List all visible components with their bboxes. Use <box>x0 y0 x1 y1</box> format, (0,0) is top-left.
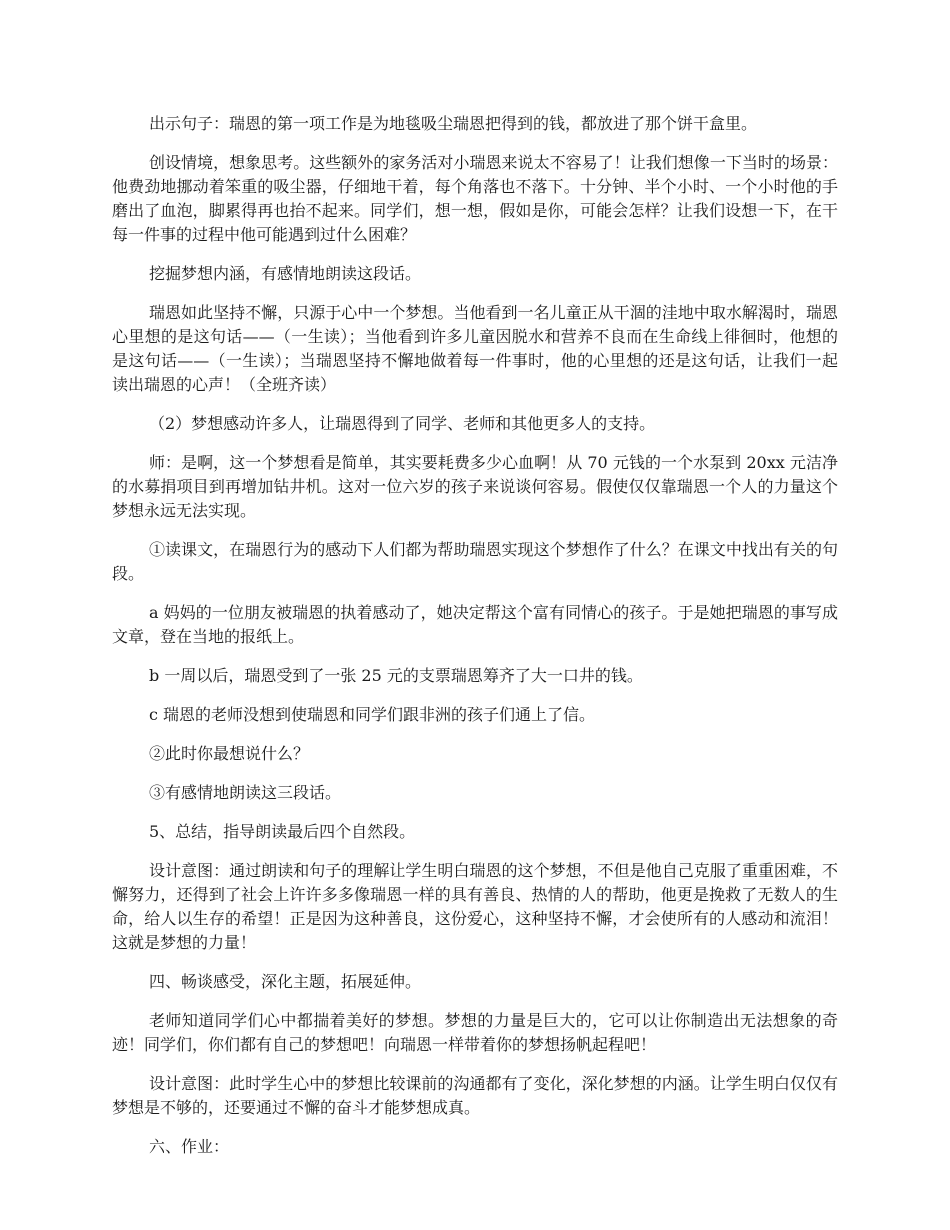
paragraph-section-four: 四、畅谈感受，深化主题，拓展延伸。 <box>149 972 422 991</box>
paragraph-read-aloud: ③有感情地朗读这三段话。 <box>149 783 342 802</box>
paragraph-item-c: c 瑞恩的老师没想到使瑞恩和同学们跟非洲的孩子们通上了信。 <box>149 705 596 724</box>
paragraph-teacher-dream: 老师知道同学们心中都揣着美好的梦想。梦想的力量是巨大的，它可以让你制造出无法想象的奇迹！同学们，你们都有自己的梦想吧！向瑞恩一样带着你的梦想扬帆起程吧！ <box>112 1011 838 1054</box>
paragraph-item-a: a 妈妈的一位朋友被瑞恩的执着感动了，她决定帮这个富有同情心的孩子。于是她把瑞恩的事写成文章，登在当地的报纸上。 <box>112 603 838 646</box>
paragraph-item-b: b 一周以后，瑞恩受到了一张 25 元的支票瑞恩筹齐了大一口井的钱。 <box>149 666 643 685</box>
paragraph-teacher-remark: 师：是啊，这一个梦想看是简单，其实要耗费多少心血啊！从 70 元钱的一个水泵到 20xx 元洁净的水募捐项目到再增加钻井机。这对一位六岁的孩子来说谈何容易。假使仅仅靠瑞恩一个人的力量这个梦想永远无法实现。 <box>112 453 838 520</box>
paragraph-homework: 六、作业： <box>149 1137 230 1156</box>
paragraph-dig-meaning: 挖掘梦想内涵，有感情地朗读这段话。 <box>149 264 422 283</box>
paragraph-read-text: ①读课文，在瑞恩行为的感动下人们都为帮助瑞恩实现这个梦想作了什么？在课文中找出有关的句段。 <box>112 540 838 583</box>
paragraph-show-sentence: 出示句子：瑞恩的第一项工作是为地毯吸尘瑞恩把得到的钱，都放进了那个饼干盒里。 <box>149 114 758 133</box>
paragraph-question: ②此时你最想说什么？ <box>149 744 310 763</box>
paragraph-dream-moves-people: （2）梦想感动许多人，让瑞恩得到了同学、老师和其他更多人的支持。 <box>149 414 656 433</box>
paragraph-persistence: 瑞恩如此坚持不懈，只源于心中一个梦想。当他看到一名儿童正从干涸的洼地中取水解渴时，瑞恩心里想的是这句话——（一生读）；当他看到许多儿童因脱水和营养不良而在生命线上徘徊时，他想的是这句话——（一生读）；当瑞恩坚持不懈地做着每一件事时，他的心里想的还是这句话，让我们一起读出瑞恩的心声！（全班齐读） <box>112 303 838 394</box>
paragraph-design-intent-1: 设计意图：通过朗读和句子的理解让学生明白瑞恩的这个梦想，不但是他自己克服了重重困难，不懈努力，还得到了社会上许许多多像瑞恩一样的具有善良、热情的人的帮助，他更是挽救了无数人的生命，给人以生存的希望！正是因为这种善良，这份爱心，这种坚持不懈，才会使所有的人感动和流泪！这就是梦想的力量！ <box>112 861 838 952</box>
paragraph-create-scenario: 创设情境，想象思考。这些额外的家务活对小瑞恩来说太不容易了！让我们想像一下当时的场景：他费劲地挪动着笨重的吸尘器，仔细地干着，每个角落也不落下。十分钟、半个小时、一个小时他的手磨出了血泡，脚累得再也抬不起来。同学们，想一想，假如是你，可能会怎样？让我们设想一下，在干每一件事的过程中他可能遇到过什么困难？ <box>112 153 838 244</box>
paragraph-design-intent-2: 设计意图：此时学生心中的梦想比较课前的沟通都有了变化，深化梦想的内涵。让学生明白仅仅有梦想是不够的，还要通过不懈的奋斗才能梦想成真。 <box>112 1074 838 1117</box>
paragraph-summary: 5、总结，指导朗读最后四个自然段。 <box>149 822 416 841</box>
